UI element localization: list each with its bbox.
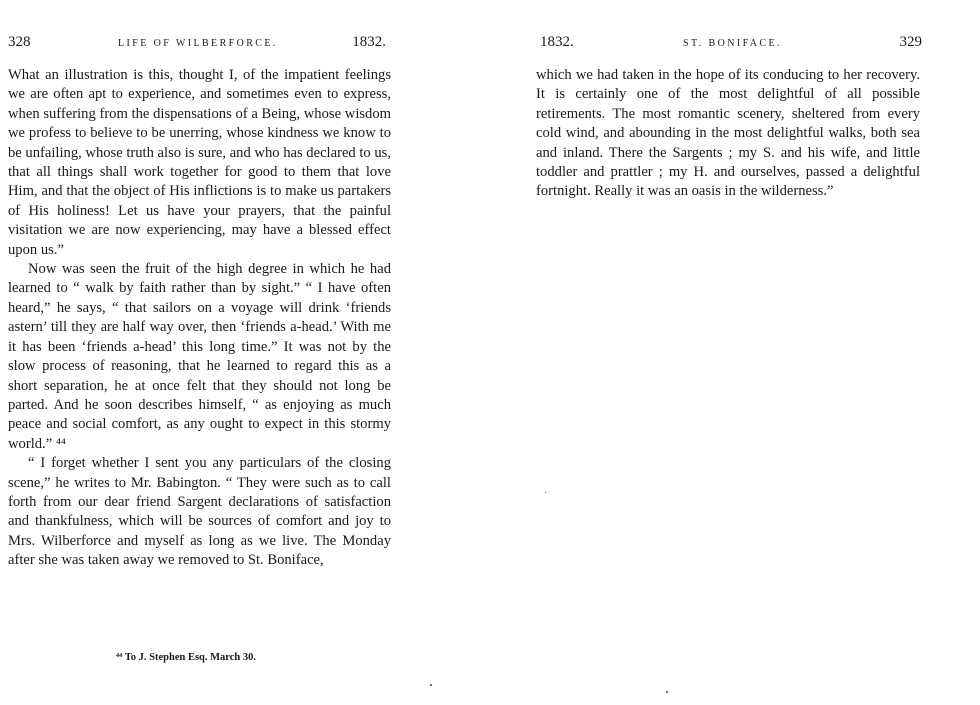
running-title: LIFE OF WILBERFORCE.	[118, 38, 278, 49]
running-title: ST. BONIFACE.	[683, 38, 782, 49]
scan-speck	[666, 691, 668, 693]
page-number: 329	[899, 34, 922, 50]
paragraph: Now was seen the fruit of the high degree in which he had learned to “ walk by faith rather than by sight.” “ I have often heard,” he says, “ that sailors on a voyage will drink ‘friends astern’ till they are half way over, then ‘friends a-head.’ With me it has been ‘friends a-head’ this long time.” It was not by the slow process of reasoning, that he learned to regard this as a short separation, he at once felt that they should not long be parted. And he soon describes himself, “ as enjoying as much peace and social comfort, as any ought to expect in this stormy world.” ⁴⁴	[8, 261, 391, 452]
right-page	[530, 0, 930, 705]
right-running-head	[538, 34, 922, 54]
scan-speck	[430, 684, 432, 686]
page-number: 328	[8, 34, 31, 50]
running-year: 1832.	[540, 34, 574, 50]
running-year: 1832.	[352, 34, 386, 50]
left-body-text	[8, 66, 391, 571]
right-body-text	[536, 66, 920, 202]
scan-speck	[545, 492, 546, 493]
paragraph: “ I forget whether I sent you any particulars of the closing scene,” he writes to Mr. Babington. “ They were such as to call forth from our dear friend Sargent declarations of satisfaction and thankfulness, which will be sources of comfort and joy to Mrs. Wilberforce and myself as long as we live. The Monday after she was taken away we removed to St. Boniface,	[8, 455, 391, 569]
left-running-head	[8, 34, 392, 54]
paragraph: which we had taken in the hope of its conducing to her recovery. It is certainly one of the most delightful of all possible retirements. The most romantic scenery, sheltered from every cold wind, and abounding in the most delightful walks, both sea and inland. There the Sargents ; my S. and his wife, and little toddler and prattler ; my H. and ourselves, passed a delightful fortnight. Really it was an oasis in the wilderness.”	[536, 67, 920, 200]
left-page	[0, 0, 400, 705]
paragraph: What an illustration is this, thought I, of the impatient feelings we are often apt to experience, and sometimes even to express, when suffering from the dispensations of a Being, whose wisdom we profess to believe to be unerring, whose kindness we know to be unfailing, whose truth also is sure, and who has declared to us, that all things shall work together for good to them that love Him, and that the object of His inflictions is to make us partakers of His holiness! Let us have your prayers, that the painful visitation we are now experiencing, may have a blessed effect upon us.”	[8, 67, 392, 258]
footnote: ⁴⁴ To J. Stephen Esq. March 30.	[116, 652, 257, 663]
